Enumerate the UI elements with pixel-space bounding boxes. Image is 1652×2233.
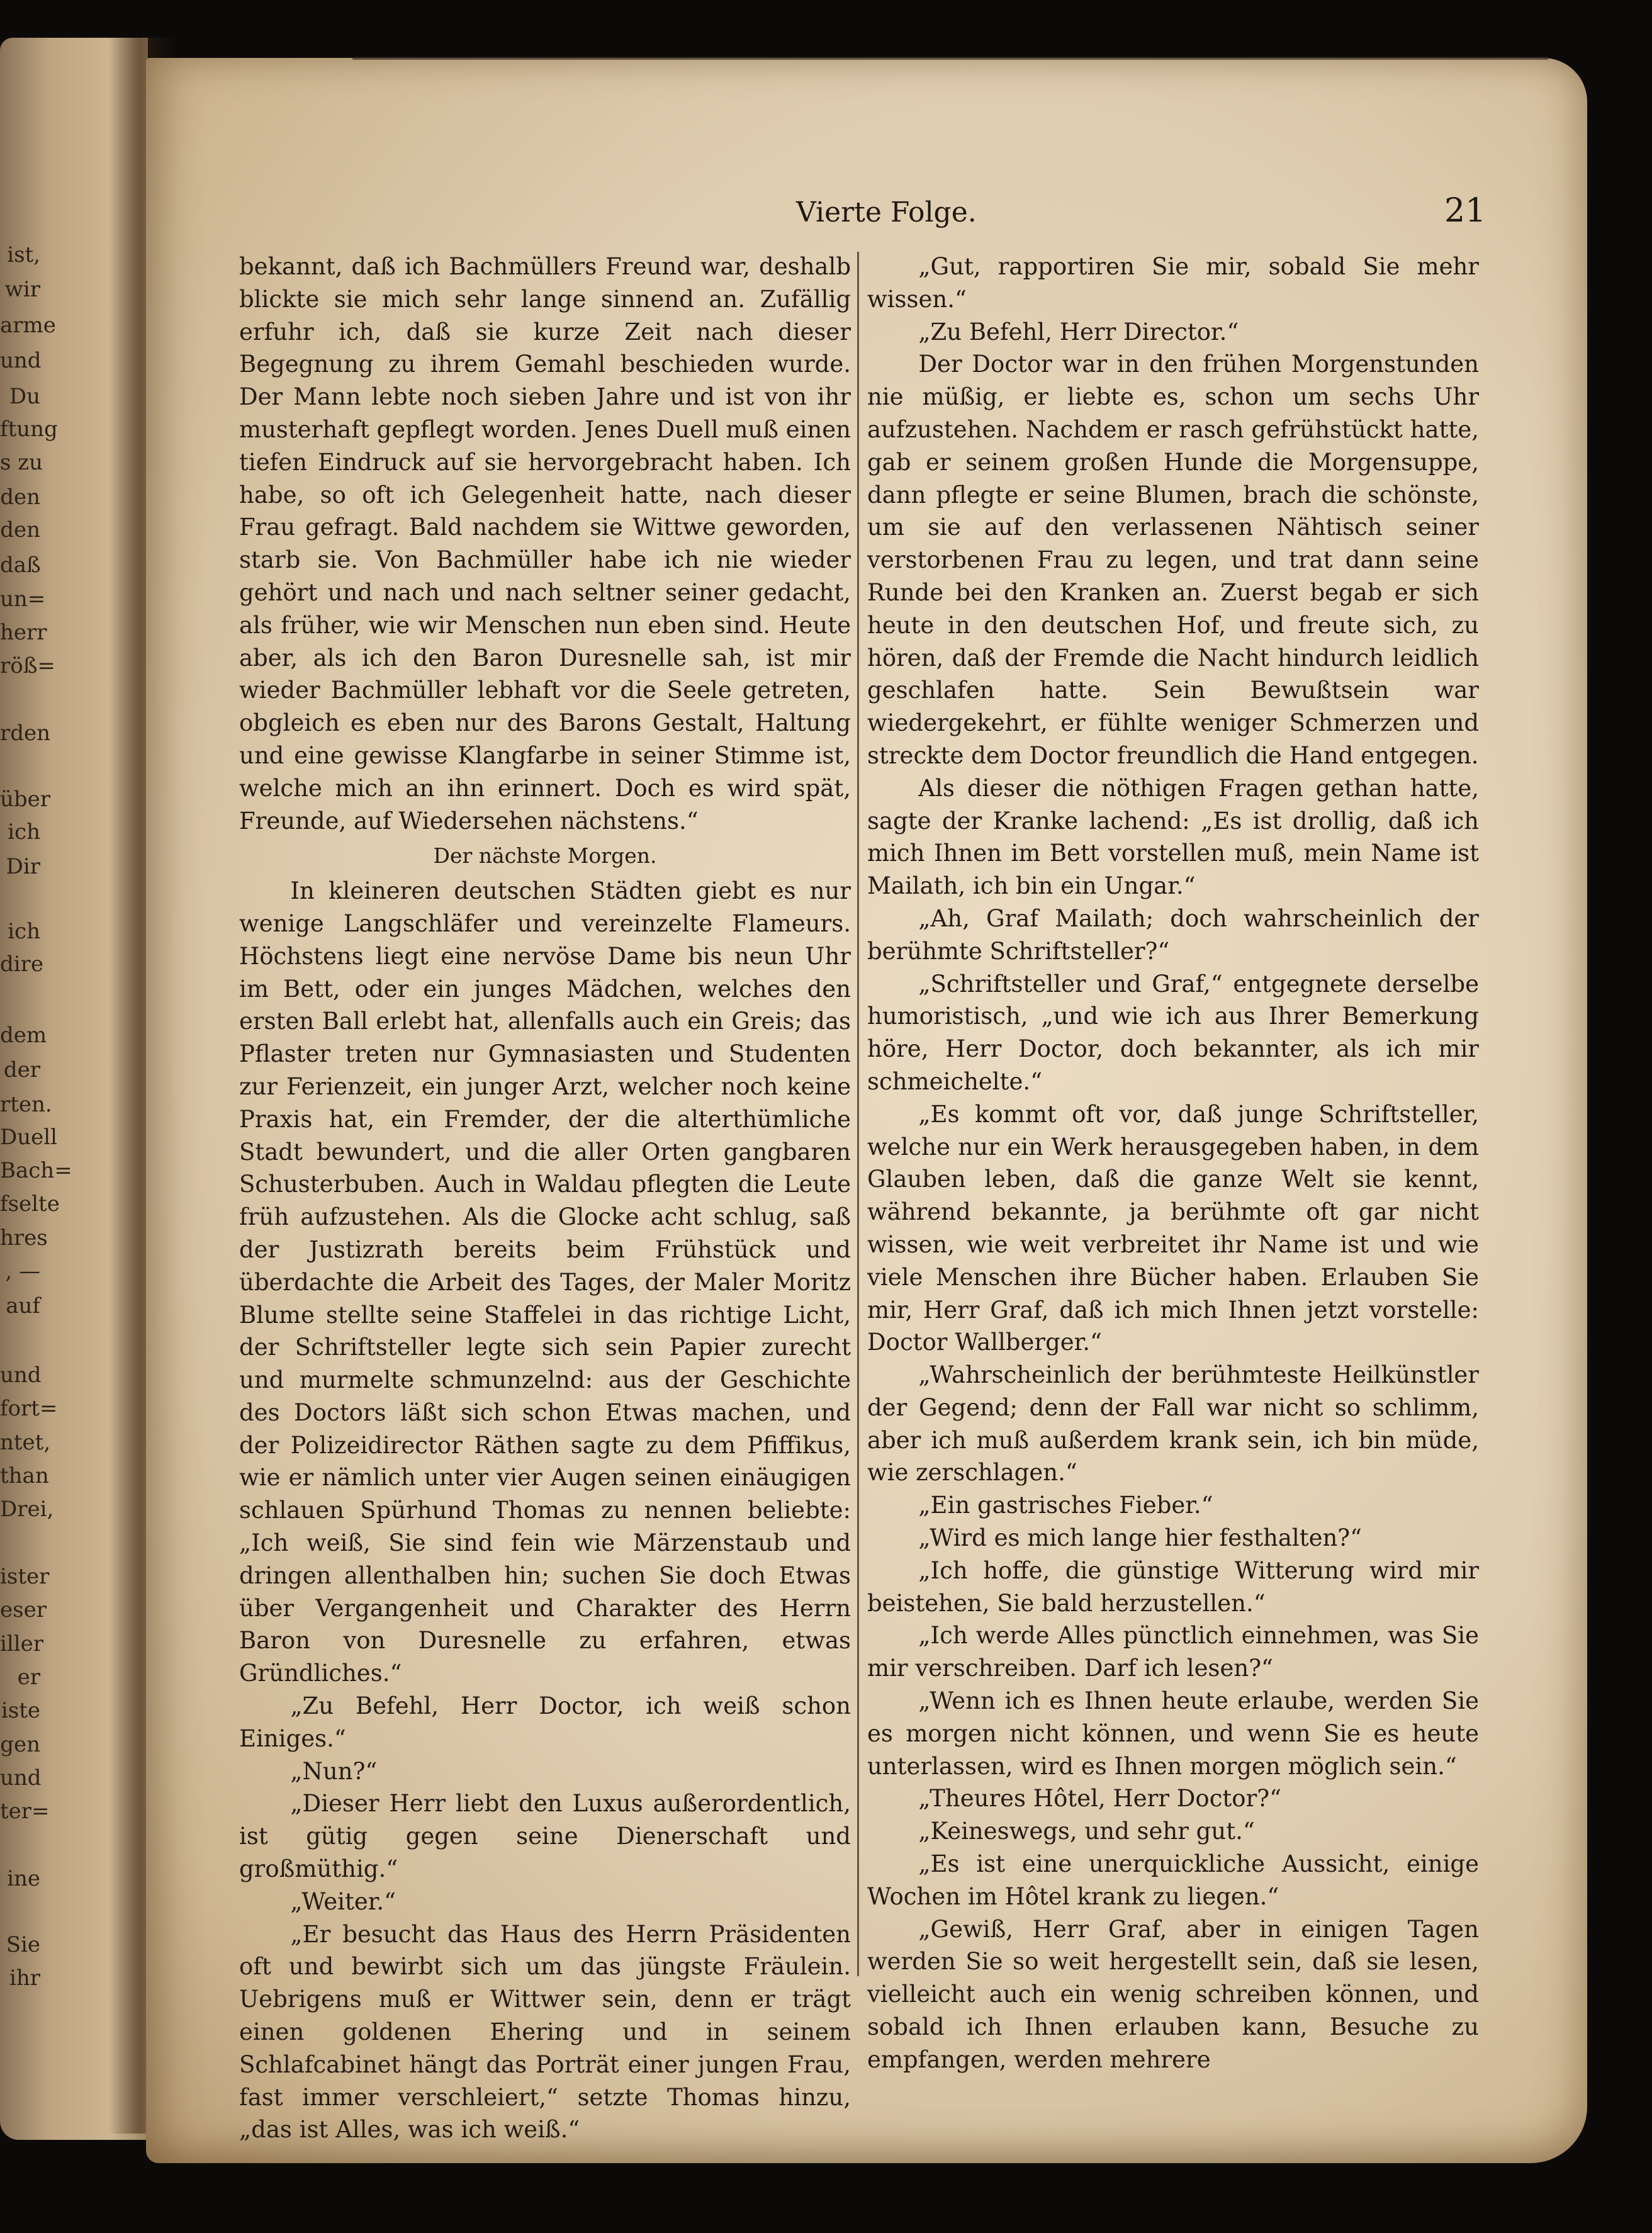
facing-page-word-fragment: herr — [0, 620, 47, 645]
facing-page-word-fragment: fselte — [0, 1191, 60, 1217]
facing-page-word-fragment: iller — [0, 1631, 43, 1656]
facing-page-word-fragment: hres — [0, 1225, 48, 1251]
facing-page-word-fragment: Duell — [0, 1125, 58, 1150]
paragraph: In kleineren deutschen Städten giebt es nur wenige Langschläfer und vereinzelte Flameurs. Höchstens liegt eine nervöse Dame bis neun Uhr im Bett, oder ein junges Mädchen, welches den ersten Ball erlebt hat, allenfalls auch ein Greis; das Pflaster treten nur Gymnasiasten und Studenten zur Ferienzeit, ein junger Arzt, welcher noch keine Praxis hat, ein Fremder, der die alterthümliche Stadt bewundert, und die aller Orten gangbaren Schusterbuben. Auch in Waldau pflegten die Leute früh aufzustehen. Als die Glocke acht schlug, saß der Justizrath bereits beim Frühstück und überdachte die Arbeit des Tages, der Maler Moritz Blume stellte seine Staffelei in das richtige Licht, der Schriftsteller legte sich sein Papier zurecht und murmelte schmunzelnd: aus der Geschichte des Doctors läßt sich schon Etwas machen, und der Polizeidirector Räthen sagte zu dem Pfiffikus, wie er nämlich unter vier Augen seinen einäugigen schlauen Spürhund Thomas zu nennen beliebte: „Ich weiß, Sie sind fein wie Märzenstaub und dringen allenthalben hin; suchen Sie doch Etwas über Vergangenheit und Charakter des Herrn Baron von Duresnelle zu erfahren, etwas Gründliches.“ — [239, 877, 851, 1687]
facing-page-word-fragment: s zu — [0, 450, 43, 475]
facing-page-word-fragment: dem — [0, 1023, 47, 1048]
paragraph: „Keineswegs, und sehr gut.“ — [918, 1818, 1255, 1845]
facing-page-word-fragment: und — [0, 1363, 42, 1388]
facing-page-word-fragment: eser — [0, 1597, 47, 1623]
facing-page-word-fragment: Bach= — [0, 1158, 72, 1183]
facing-page-word-fragment: ihr — [9, 1966, 40, 1991]
paragraph: „Gut, rapportiren Sie mir, sobald Sie mehr wissen.“ — [867, 253, 1479, 313]
facing-page-word-fragment: der — [3, 1057, 40, 1083]
page-number: 21 — [1444, 192, 1486, 230]
facing-page-word-fragment: den — [0, 485, 40, 510]
facing-page-word-fragment: über — [0, 787, 51, 812]
facing-page-word-fragment: ich — [8, 919, 40, 944]
facing-page-word-fragment: Du — [9, 384, 40, 409]
paragraph: „Gewiß, Herr Graf, aber in einigen Tagen werden Sie so weit hergestellt sein, daß sie lesen, vielleicht auch ein wenig schreiben können, und sobald ich Ihnen erlauben kann, Besuche zu empfangen, werden mehrere — [867, 1915, 1479, 2073]
facing-page-word-fragment: und — [0, 348, 42, 373]
facing-page-word-fragment: arme — [0, 313, 56, 338]
paragraph: „Ein gastrisches Fieber.“ — [918, 1492, 1213, 1519]
paragraph: Als dieser die nöthigen Fragen gethan hatte, sagte der Kranke lachend: „Es ist drollig, daß ich mich Ihnen im Bett vorstellen muß, mein Name ist Mailath, ich bin ein Ungar.“ — [867, 774, 1479, 900]
running-head: Vierte Folge. — [796, 196, 977, 228]
facing-page-word-fragment: ine — [7, 1866, 40, 1891]
facing-page-word-fragment: dire — [0, 952, 44, 977]
paragraph: bekannt, daß ich Bachmüllers Freund war, deshalb blickte sie mich sehr lange sinnend an. Zufällig erfuhr ich, daß sie kurze Zeit nach dieser Begegnung zu ihrem Gemahl beschieden wurde. Der Mann lebte noch sieben Jahre und ist von ihr musterhaft gepflegt worden. Jenes Duell muß einen tiefen Eindruck auf sie hervorgebracht haben. Ich habe, so oft ich Gelegenheit hatte, nach dieser Frau gefragt. Bald nachdem sie Wittwe geworden, starb sie. Von Bachmüller habe ich nie wieder gehört und nach und nach seltner seiner gedacht, als früher, wie wir Menschen nun eben sind. Heute aber, als ich den Baron Duresnelle sah, ist mir wieder Bachmüller lebhaft vor die Seele getreten, obgleich es eben nur des Barons Gestalt, Haltung und eine gewisse Klangfarbe in seiner Stimme ist, welche mich an ihn erinnert. Doch es wird spät, Freunde, auf Wiedersehen nächstens.“ — [239, 253, 851, 835]
facing-page-word-fragment: er — [17, 1665, 40, 1690]
facing-page-word-fragment: ich — [8, 819, 40, 845]
facing-page-word-fragment: ist, — [7, 242, 40, 267]
paragraph: Der Doctor war in den frühen Morgenstunden nie müßig, er liebte es, schon um sechs Uhr aufzustehen. Nachdem er rasch gefrühstückt hatte, gab er seinem großen Hunde die Morgensuppe, dann pflegte er seine Blumen, brach die schönste, um sie auf den verlassenen Nähtisch seiner verstorbenen Frau zu legen, und trat dann seine Runde bei den Kranken an. Zuerst begab er sich heute in den deutschen Hof, und freute sich, zu hören, daß der Fremde die Nacht hindurch leidlich geschlafen hatte. Sein Bewußtsein war wiedergekehrt, er fühlte weniger Schmerzen und streckte dem Doctor freundlich die Hand entgegen. — [867, 351, 1479, 769]
facing-page-word-fragment: und — [0, 1765, 42, 1791]
page-top-edge — [352, 57, 1548, 60]
facing-page-word-fragment: Drei, — [0, 1497, 54, 1522]
right-text-column — [867, 250, 1479, 2076]
paragraph: „Zu Befehl, Herr Doctor, ich weiß schon Einiges.“ — [239, 1692, 851, 1752]
facing-page-word-fragment: wir — [4, 277, 40, 302]
paragraph: „Wahrscheinlich der berühmteste Heilkünstler der Gegend; denn der Fall war nicht so schlimm, aber ich muß außerdem krank sein, ich bin müde, wie zerschlagen.“ — [867, 1361, 1479, 1487]
facing-page-word-fragment: Sie — [6, 1932, 40, 1957]
paragraph: „Zu Befehl, Herr Director.“ — [918, 318, 1239, 346]
facing-page-word-fragment: , — — [5, 1259, 40, 1284]
facing-page-word-fragment: rden — [0, 721, 51, 746]
paragraph: „Weiter.“ — [290, 1887, 396, 1915]
paragraph: „Er besucht das Haus des Herrn Präsidenten oft und bewirbt sich um das jüngste Fräulein. Uebrigens muß er Wittwer sein, denn er trägt einen goldenen Ehering und in seinem Schlafcabinet hängt das Porträt einer jungen Frau, fast immer verschleiert,“ setzte Thomas hinzu, „das ist Alles, was ich weiß.“ — [239, 1920, 851, 2144]
left-text-column — [239, 250, 851, 2146]
facing-page-word-fragment: fort= — [0, 1396, 58, 1421]
facing-page-word-fragment: rten. — [0, 1092, 52, 1117]
facing-page-word-fragment: ftung — [0, 417, 58, 442]
paragraph: „Schriftsteller und Graf,“ entgegnete derselbe humoristisch, „und wie ich aus Ihrer Bemerkung höre, Herr Doctor, doch bekannter, als ich mir schmeichelte.“ — [867, 970, 1479, 1095]
facing-page-word-fragment: gen — [0, 1732, 40, 1757]
paragraph: „Wenn ich es Ihnen heute erlaube, werden Sie es morgen nicht können, und wenn Sie es heute unterlassen, wird es Ihnen morgen möglich sein.“ — [867, 1687, 1479, 1780]
facing-page-word-fragment: Dir — [6, 854, 40, 879]
paragraph: „Wird es mich lange hier festhalten?“ — [918, 1524, 1363, 1552]
paragraph: „Ah, Graf Mailath; doch wahrscheinlich der berühmte Schriftsteller?“ — [867, 904, 1479, 965]
section-heading: Der nächste Morgen. — [433, 843, 657, 869]
facing-page-word-fragment: röß= — [0, 653, 55, 678]
facing-page-word-fragment: ter= — [0, 1799, 50, 1824]
facing-page-word-fragment: ntet, — [0, 1430, 51, 1455]
paragraph: „Ich werde Alles pünctlich einnehmen, was Sie mir verschreiben. Darf ich lesen?“ — [867, 1622, 1479, 1682]
paragraph: „Es ist eine unerquickliche Aussicht, einige Wochen im Hôtel krank zu liegen.“ — [867, 1850, 1479, 1910]
facing-page-word-fragment: daß — [0, 553, 41, 578]
facing-page-word-fragment: iste — [1, 1698, 40, 1723]
paragraph: „Nun?“ — [290, 1757, 378, 1785]
column-divider — [857, 252, 859, 1976]
paragraph: „Dieser Herr liebt den Luxus außerordentlich, ist gütig gegen seine Dienerschaft und großmüthig.“ — [239, 1790, 851, 1883]
facing-page-word-fragment: den — [0, 517, 40, 543]
facing-page-word-fragment: un= — [0, 587, 46, 612]
facing-page-word-fragment: auf — [6, 1293, 40, 1319]
facing-page-word-fragment: ister — [0, 1564, 50, 1589]
paragraph: „Ich hoffe, die günstige Witterung wird mir beistehen, Sie bald herzustellen.“ — [867, 1556, 1479, 1617]
paragraph: „Theures Hôtel, Herr Doctor?“ — [918, 1785, 1282, 1813]
facing-page-word-fragment: than — [0, 1463, 49, 1488]
paragraph: „Es kommt oft vor, daß junge Schriftsteller, welche nur ein Werk herausgegeben haben, in dem Glauben leben, daß die ganze Welt sie kennt, während bekannte, ja berühmte oft gar nicht wissen, wie weit verbreitet ihr Name ist und wie viele Menschen ihre Bücher haben. Erlauben Sie mir, Herr Graf, daß ich mich Ihnen jetzt vorstelle: Doctor Wallberger.“ — [867, 1100, 1479, 1356]
